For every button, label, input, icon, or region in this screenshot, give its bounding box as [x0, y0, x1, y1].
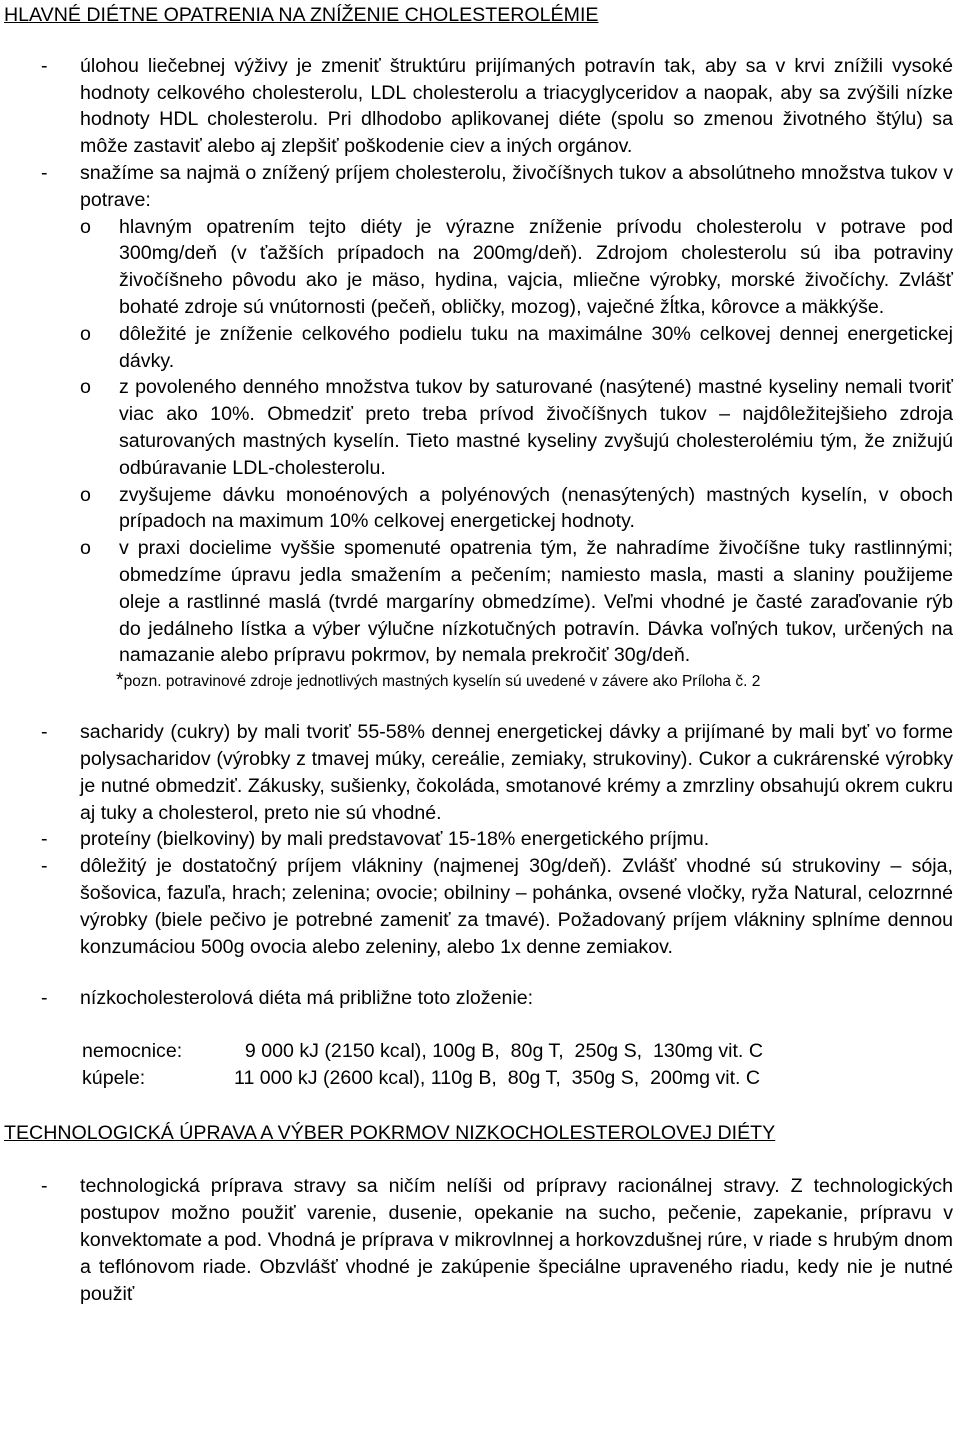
- list-item: [4, 1173, 953, 1307]
- section-heading-1: HLAVNÉ DIÉTNE OPATRENIA NA ZNÍŽENIE CHOLESTEROLÉMIE: [4, 4, 599, 26]
- list-item-text: snažíme sa najmä o znížený príjem cholesterolu, živočíšnych tukov a absolútneho množstva tukov v potrave:: [80, 161, 953, 211]
- sub-list-marker: o: [80, 322, 91, 345]
- list-item: [4, 985, 953, 1012]
- list-marker: -: [41, 1175, 48, 1198]
- sub-list-item: [80, 214, 953, 321]
- sub-list-item: [80, 374, 953, 481]
- sub-list-item-text: z povoleného denného množstva tukov by saturované (nasýtené) mastné kyseliny nemali tvoriť viac ako 10%. Obmedziť preto treba prívod živočíšnych tukov – najdôležitejšieho zdroja saturovaných mastných kyselín. Tieto mastné kyseliny zvyšujú cholesterolémiu tým, že znižujú odbúravanie LDL-cholesterolu.: [119, 376, 953, 479]
- list-item-text: dôležitý je dostatočný príjem vlákniny (najmenej 30g/deň). Zvlášť vhodné sú strukoviny – sója, šošovica, fazuľa, hrach; zelenina; ovocie; obilniny – pohánka, ovsené vločky, ryža Natural, celozrnné výrobky (biele pečivo je potrebné zameniť za tmavé). Požadovaný príjem vlákniny splníme dennou konzumáciou 500g ovocia alebo zeleniny, alebo 1x denne zemiakov.: [80, 855, 953, 958]
- list-item: [4, 719, 953, 826]
- diet-composition-table: [82, 1038, 953, 1092]
- sub-list-item-text: zvyšujeme dávku monoénových a polyénových (nenasýtených) mastných kyselín, v oboch prípadoch na maximum 10% celkovej energetickej hodnoty.: [119, 483, 953, 533]
- list-item: [4, 826, 953, 853]
- list-item: [4, 53, 953, 160]
- list-item-text: nízkocholesterolová diéta má približne toto zloženie:: [80, 987, 534, 1010]
- list-item-text: sacharidy (cukry) by mali tvoriť 55-58% dennej energetickej dávky a prijímané by mali byť vo forme polysacharidov (výrobky z tmavej múky, cereálie, zemiaky, strukoviny). Cukor a cukrárenské výrobky je nutné obmedziť. Zákusky, sušienky, čokoláda, smotanové krémy a zmrzliny obsahujú okrem cukru aj tuky a cholesterol, preto nie sú vhodné.: [80, 721, 953, 824]
- list-marker: -: [41, 54, 48, 77]
- sub-list-item: [80, 321, 953, 375]
- sub-list-item: [80, 482, 953, 536]
- list-marker: -: [41, 828, 48, 851]
- list-marker: -: [41, 855, 48, 878]
- diet-row-label: nemocnice:: [82, 1040, 183, 1063]
- list-marker: -: [41, 987, 48, 1010]
- diet-row-label: kúpele:: [82, 1066, 146, 1089]
- section-heading-2: TECHNOLOGICKÁ ÚPRAVA A VÝBER POKRMOV NIZKOCHOLESTEROLOVEJ DIÉTY: [4, 1121, 776, 1144]
- footnote-text: pozn. potravinové zdroje jednotlivých mastných kyselín sú uvedené v závere ako Príloha č. 2: [123, 673, 761, 691]
- list-item-text: úlohou liečebnej výživy je zmeniť štruktúru prijímaných potravín tak, aby sa v krvi znížili vysoké hodnoty celkového cholesterolu, LDL cholesterolu a triacyglyceridov a naopak, aby sa zvýšili nízke hodnoty HDL cholesterolu. Pri dlhodobo aplikovanej diéte (spolu so zmenou životného štýlu) sa môže zastaviť alebo aj zlepšiť poškodenie ciev a iných orgánov.: [80, 54, 953, 158]
- spacer: [4, 1012, 953, 1038]
- list-marker: -: [41, 721, 48, 744]
- sub-list-item-text: dôležité je zníženie celkového podielu tuku na maximálne 30% celkovej dennej energetickej dávky.: [119, 322, 953, 372]
- sub-list-marker: o: [80, 376, 91, 399]
- list-item-text: proteíny (bielkoviny) by mali predstavovať 15-18% energetického príjmu.: [80, 828, 710, 851]
- sub-list-marker: o: [80, 537, 91, 560]
- diet-row-value: 9 000 kJ (2150 kcal), 100g B, 80g T, 250g S, 130mg vit. C: [234, 1040, 763, 1063]
- list-item: [4, 853, 953, 960]
- sub-list-item-text: hlavným opatrením tejto diéty je výrazne zníženie prívodu cholesterolu v potrave pod 300mg/deň (v ťažších prípadoch na 200mg/deň). Zdrojom cholesterolu sú iba potraviny živočíšneho pôvodu ako je mäso, hydina, vajcia, mliečne výrobky, morské živočíchy. Zvlášť bohaté zdroje sú vnútornosti (pečeň, obličky, mozog), vaječné žĺtka, kôrovce a mäkkýše.: [119, 215, 953, 318]
- spacer: [4, 960, 953, 985]
- footnote-star: *: [116, 669, 124, 692]
- sub-list-marker: o: [80, 215, 91, 238]
- diet-row-value: 11 000 kJ (2600 kcal), 110g B, 80g T, 350g S, 200mg vit. C: [234, 1066, 761, 1089]
- diet-row: [82, 1038, 953, 1065]
- sub-list-marker: o: [80, 483, 91, 506]
- sub-list-item-text: v praxi docielime vyššie spomenuté opatrenia tým, že nahradíme živočíšne tuky rastlinnými; obmedzíme úpravu jedla smažením a pečením; namiesto masla, masti a slaniny použijeme oleje a rastlinné maslá (tvrdé margaríny obmedzíme). Veľmi vhodné je časté zaraďovanie rýb do jedálneho lístka a výber výlučne nízkotučných potravín. Dávka voľných tukov, určených na namazanie alebo prípravu pokrmov, by nemala prekročiť 30g/deň.: [119, 537, 953, 667]
- footnote: [116, 669, 953, 693]
- sub-list-item: [80, 535, 953, 669]
- list-marker: -: [41, 161, 48, 184]
- diet-row: [82, 1065, 953, 1092]
- list-item: [4, 160, 953, 214]
- list-item-text: technologická príprava stravy sa ničím nelíši od prípravy racionálnej stravy. Z technologických postupov možno použiť varenie, dusenie, opekanie na sucho, pečenie, zapekanie, prípravu v konvektomate a pod. Vhodná je príprava v mikrovlnnej a horkovzdušnej rúre, v riade s hrubým dnom a teflónovom riade. Obzvlášť vhodné je zakúpenie špeciálne upraveného riadu, kedy nie je nutné použiť: [80, 1175, 953, 1305]
